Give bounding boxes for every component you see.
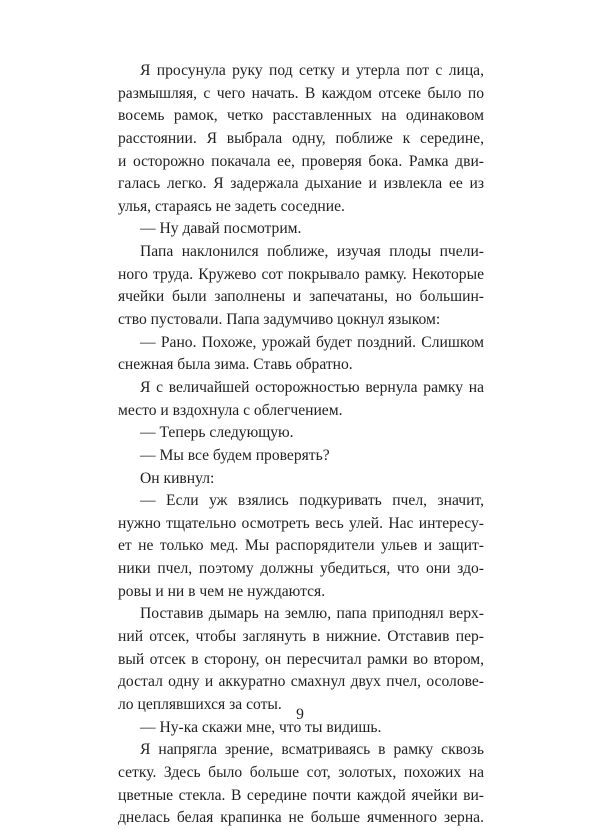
- text-line: размышляя, с чего начать. В каждом отсеке было по: [118, 84, 484, 102]
- text-line: место и вздохнула с облегчением.: [118, 401, 343, 419]
- text-line: ет не только мед. Мы распорядители ульев и защит-: [118, 537, 484, 555]
- text-line: вый отсек в сторону, он пересчитал рамки во втором,: [118, 650, 484, 668]
- text-line: улья, стараясь не задеть соседние.: [118, 197, 345, 215]
- text-line: Я с величайшей осторожностью вернула рамку на: [140, 378, 484, 396]
- text-line: ний отсек, чтобы заглянуть в нижние. Отставив пер-: [118, 628, 484, 646]
- text-line: — Мы все будем проверять?: [140, 446, 330, 464]
- text-line: расстоянии. Я выбрала одну, поближе к середине,: [118, 129, 484, 147]
- text-line: ного труда. Кружево сот покрывало рамку. Некоторые: [118, 265, 484, 283]
- text-line: восемь рамок, четко расставленных на одинаковом: [118, 107, 484, 125]
- text-line: достал одну и аккуратно смахнул двух пчел, осолове-: [118, 673, 484, 691]
- text-line: ники пчел, поэтому должны убедиться, что они здо-: [118, 560, 484, 578]
- text-line: нужно тщательно осмотреть весь улей. Нас интересу-: [118, 514, 484, 532]
- text-line: ство пустовали. Папа задумчиво цокнул языком:: [118, 311, 441, 329]
- text-line: Я просунула руку под сетку и утерла пот с лица,: [140, 62, 484, 79]
- text-line: ровы и ни в чем не нуждаются.: [118, 582, 326, 600]
- text-line: Папа наклонился поближе, изучая плоды пчели-: [140, 243, 484, 261]
- page-number: 9: [296, 706, 304, 723]
- text-line: Я напрягла зрение, всматриваясь в рамку сквозь: [140, 741, 484, 759]
- text-line: — Рано. Похоже, урожай будет поздний. Слишком: [140, 333, 484, 351]
- text-line: ячейки были заполнены и запечатаны, но большин-: [118, 288, 484, 306]
- text-line: цветные стекла. В середине почти каждой ячейки ви-: [118, 786, 484, 804]
- text-line: сетку. Здесь было больше сот, золотых, похожих на: [118, 763, 484, 781]
- text-line: — Теперь следующую.: [140, 424, 294, 442]
- text-line: — Ну давай посмотрим.: [140, 220, 302, 238]
- text-line: Он кивнул:: [140, 469, 215, 487]
- text-line: галась легко. Я задержала дыхание и извлекла ее из: [118, 175, 484, 193]
- text-line: — Если уж взялись подкуривать пчел, значит,: [140, 492, 484, 510]
- text-line: ло цеплявшихся за соты.: [118, 695, 282, 713]
- text-line: — Ну-ка скажи мне, что ты видишь.: [140, 718, 382, 736]
- text-line: и осторожно покачала ее, проверяя бока. Рамка дви-: [118, 152, 484, 170]
- text-line: снежная была зима. Ставь обратно.: [118, 356, 353, 374]
- text-line: днелась белая крапинка не больше ячменного зерна.: [118, 809, 484, 827]
- text-line: Поставив дымарь на землю, папа приподнял верх-: [140, 605, 484, 623]
